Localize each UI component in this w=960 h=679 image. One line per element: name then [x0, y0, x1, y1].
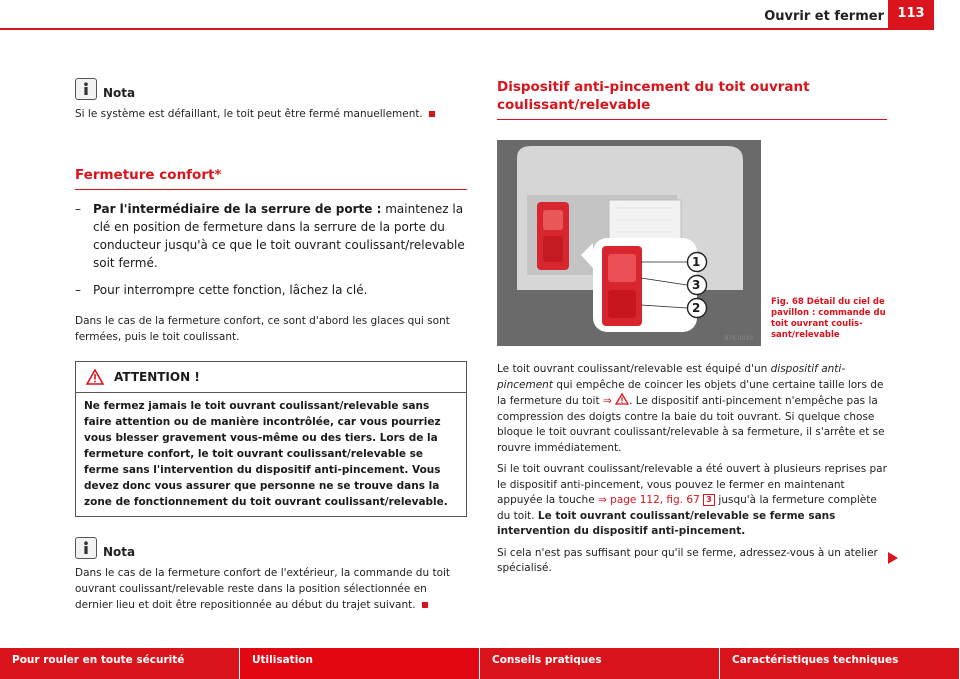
callout-key-3: 3	[692, 278, 701, 292]
list-item: – Par l'intermédiaire de la serrure de porte : maintenez la clé en position de fermeture dans la serrure de la porte du conducteur jusqu'à ce que le toit ouvrant coulissant/relevable soit fermé.	[75, 202, 465, 270]
info-icon	[75, 78, 97, 100]
callout-key-1: 1	[692, 255, 701, 269]
attention-header	[76, 362, 466, 393]
paragraph-repeated: Si le toit ouvrant coulissant/relevable a été ouvert à plusieurs reprises par le dispositif anti-pincement, vous pouvez le fermer en maintenant appuyée la touche ⇒ page 112, fig. 67 3 jusqu'à la fermeture complète du toit. Le toit ouvrant coulissant/relevable se ferme sans intervention du dispositif anti-pincement.	[497, 463, 887, 537]
info-icon	[75, 537, 97, 559]
callout-key-2: 2	[692, 301, 701, 315]
nota-label: Nota	[103, 545, 136, 559]
figure-caption: Fig. 68 Détail du ciel de pavillon : commande du toit ouvrant coulis-sant/relevable	[771, 297, 886, 340]
header-rule	[0, 28, 934, 30]
end-marker-icon	[422, 602, 428, 608]
end-marker-icon	[429, 111, 435, 117]
tab-securite[interactable]: Pour rouler en toute sécurité	[0, 648, 240, 679]
paragraph-atelier: Si cela n'est pas suffisant pour qu'il se ferme, adressez-vous à un atelier spécialisé.	[497, 546, 878, 574]
steps-list	[75, 200, 467, 299]
tab-utilisation[interactable]: Utilisation	[240, 648, 480, 679]
page-number: 113	[888, 0, 934, 28]
confort-paragraph: Dans le cas de la fermeture confort, ce sont d'abord les glaces qui sont fermées, puis le toit coulissant.	[75, 315, 450, 343]
right-column	[497, 78, 887, 577]
nota-heading	[75, 537, 467, 559]
tab-conseils[interactable]: Conseils pratiques	[480, 648, 720, 679]
page-reference-link[interactable]: ⇒ page 112, fig. 67	[598, 494, 700, 506]
nota-heading	[75, 78, 467, 100]
warning-icon	[86, 369, 104, 385]
figure-code: B7K-0010	[724, 335, 753, 342]
nota-text: Dans le cas de la fermeture confort de l'extérieur, la commande du toit ouvrant coulissant/relevable reste dans la position sélectionnée en dernier lieu et doit être repositionnée au début du trajet suivant.	[75, 567, 451, 611]
list-item: – Pour interrompre cette fonction, lâchez la clé.	[75, 283, 368, 297]
right-body	[497, 362, 887, 577]
attention-text: Ne fermez jamais le toit ouvrant coulissant/relevable sans faire attention ou de manière incontrôlée, car vous pourriez vous blesser gravement vous-même ou des tiers. Lors de la fermeture confort, le toit ouvrant coulissant/relevable se ferme sans l'intervention du dispositif anti-pincement. Vous devez donc vous assurer que personne ne se trouve dans la zone de fonctionnement du toit ouvrant coulissant/relevable.	[84, 400, 448, 508]
figure-68	[497, 140, 887, 348]
nota-label: Nota	[103, 86, 136, 100]
attention-label: ATTENTION !	[114, 370, 200, 384]
tab-caracteristiques[interactable]: Caractéristiques techniques	[720, 648, 960, 679]
nota-text: Si le système est défaillant, le toit peut être fermé manuellement.	[75, 106, 467, 122]
section-title-confort: Fermeture confort*	[75, 166, 467, 190]
section-title-antipincement: Dispositif anti-pincement du toit ouvrant coulissant/relevable	[497, 78, 887, 120]
key-3-badge: 3	[703, 494, 715, 506]
next-page-arrow-icon[interactable]	[888, 552, 898, 564]
warning-icon	[615, 393, 629, 405]
left-column	[75, 78, 467, 613]
roof-control-photo	[497, 140, 761, 346]
paragraph-antipincement: Le toit ouvrant coulissant/relevable est équipé d'un dispositif anti-pincement qui empêche de coincer les objets d'une certaine taille lors de la fermeture du toit ⇒ . Le dispositif anti-pincement n'empêche pas la compression des doigts contre la baie du toit ouvrant. Si quelque chose bloque le toit ouvrant coulissant/relevable à sa fermeture, il s'arrête et se rouvre immédiatement.	[497, 363, 885, 454]
footer-nav	[0, 648, 960, 679]
page-header	[0, 0, 960, 30]
attention-box	[75, 361, 467, 517]
chapter-title: Ouvrir et fermer	[764, 9, 884, 24]
